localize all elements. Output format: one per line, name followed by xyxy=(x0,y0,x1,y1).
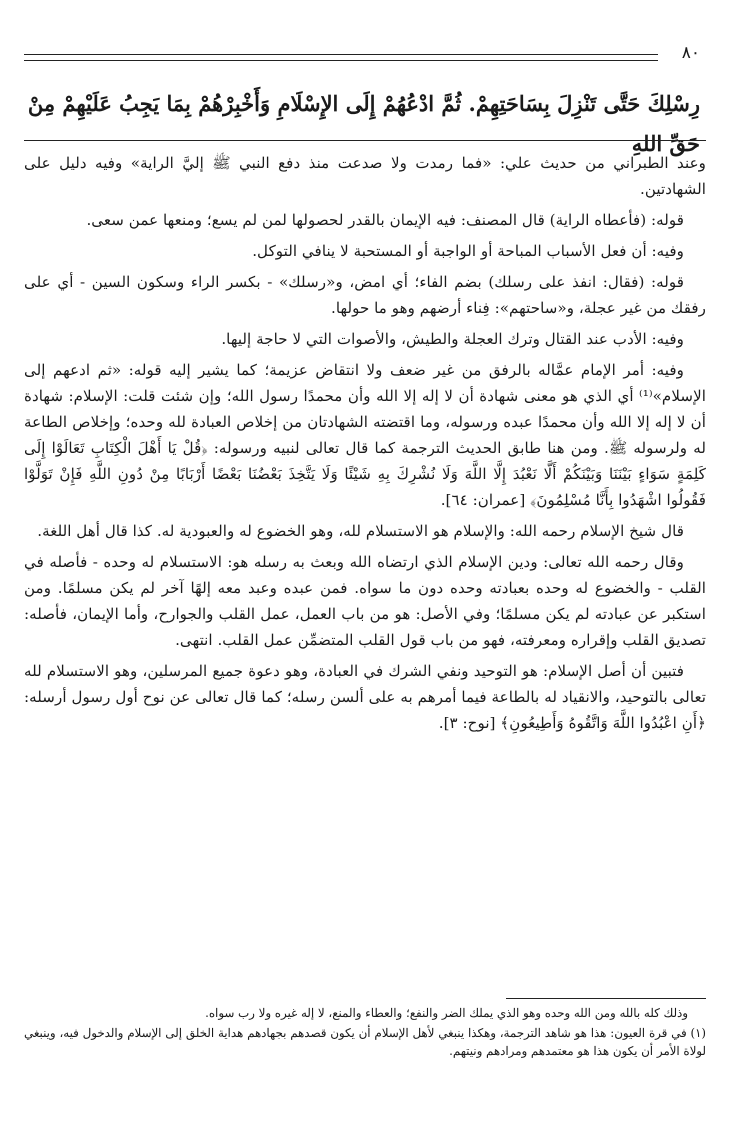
paragraph-imam-gentleness: وفيه: أمر الإمام عمَّاله بالرفق من غير ضعف ولا انتقاض عزيمة؛ كما يشير إليه قوله: «ثم ادعهم إلى الإسلام»⁽¹⁾ أي الذي هو معنى شهادة أن لا إله إلا الله وأن محمدًا رسول الله؛ وإن شئت قلت: الإسلام: شهادة أن لا إله إلا الله وأن محمدًا عبده ورسوله، وما اقتضته الشهادتان من إخلاص العبادة لله وحده؛ وإخلاص الطاعة له ولرسوله ﷺ. ومن هنا طابق الحديث الترجمة كما قال تعالى لنبيه ورسوله: ﴿قُلْ يَا أَهْلَ الْكِتَابِ تَعَالَوْا إِلَى كَلِمَةٍ سَوَاءٍ بَيْنَنَا وَبَيْنَكُمْ أَلَّا نَعْبُدَ إِلَّا اللَّهَ وَلَا نُشْرِكَ بِهِ شَيْئًا وَلَا يَتَّخِذَ بَعْضُنَا بَعْضًا أَرْبَابًا مِنْ دُونِ اللَّهِ فَإِنْ تَوَلَّوْا فَقُولُوا اشْهَدُوا بِأَنَّا مُسْلِمُونَ﴾ [عمران: ٦٤]. xyxy=(24,361,706,509)
header-double-rule xyxy=(24,54,658,61)
page-header xyxy=(24,42,700,66)
footnote-1: (١) في قرة العيون: هذا هو شاهد الترجمة، وهكذا ينبغي لأهل الإسلام أن يكون قصدهم بجهادهم هداية الخلق إلى الإسلام والدخول فيه، وينبغي لولاة الأمر أن يكون هذا هو معتمدهم ومرادهم ونيتهم. xyxy=(24,1026,706,1058)
paragraph-rislika: قوله: (فقال: انفذ على رسلك) بضم الفاء؛ أي امض، و«رسلك» - بكسر الراء وسكون السين - أي على رفقك من غير عجلة، و«ساحتهم»: فِناء أرضهم وهو ما حولها. xyxy=(24,273,706,317)
paragraph-battle-etiquette: وفيه: الأدب عند القتال وترك العجلة والطيش، والأصوات التي لا حاجة إليها. xyxy=(221,330,684,348)
paragraph-shaykh-islam: قال شيخ الإسلام رحمه الله: والإسلام هو الاستسلام لله، وهو الخضوع له والعبودية له. كذا قال أهل اللغة. xyxy=(37,522,684,540)
paragraph-tabarani: وعند الطبراني من حديث علي: «فما رمدت ولا صدعت منذ دفع النبي ﷺ إليَّ الراية» وفيه دليل على الشهادتين. xyxy=(24,154,706,198)
footnote-continuation: وذلك كله بالله ومن الله وحده وهو الذي يملك الضر والنفع؛ والعطاء والمنع، لا إله غيره ولا رب سواه. xyxy=(205,1006,688,1020)
footnotes xyxy=(24,1004,706,1062)
hadith-separator-rule xyxy=(24,140,706,141)
page-number: ٨٠ xyxy=(681,43,700,63)
paragraph-giving-banner: قوله: (فأعطاه الراية) قال المصنف: فيه الإيمان بالقدر لحصولها لمن لم يسع؛ ومنعها عمن سعى. xyxy=(86,211,684,229)
paragraph-origin-islam: فتبين أن أصل الإسلام: هو التوحيد ونفي الشرك في العبادة، وهو دعوة جميع المرسلين، وهو الاستسلام لله تعالى بالتوحيد، والانقياد له بالطاعة فيما أمرهم به على ألسن رسله؛ كما قال تعالى عن نوح أول رسول أرسله: ﴿أَنِ اعْبُدُوا اللَّهَ وَاتَّقُوهُ وَأَطِيعُونِ﴾ [نوح: ٣]. xyxy=(24,662,706,732)
hadith-text-line: رِسْلِكَ حَتَّى تَنْزِلَ بِسَاحَتِهِمْ. ثُمَّ ادْعُهُمْ إِلَى الإِسْلَامِ وَأَخْبِرْهُمْ بِمَا يَجِبُ عَلَيْهِمْ مِنْ حَقِّ اللهِ xyxy=(27,91,700,156)
commentary-body xyxy=(24,150,706,741)
paragraph-means-tawakkul: وفيه: أن فعل الأسباب المباحة أو الواجبة أو المستحبة لا ينافي التوكل. xyxy=(252,242,684,260)
paragraph-religion-islam: وقال رحمه الله تعالى: ودين الإسلام الذي ارتضاه الله وبعث به رسله هو: الاستسلام له وحده - فأصله في القلب - والخضوع له وحده بعبادته وحده دون ما سواه. فمن عبده وعبد معه إلهًا آخر لم يكن مسلمًا. ومن استكبر عن عبادته لم يكن مسلمًا؛ وفي الأصل: هو من باب العمل، عمل القلب والجوارح، وأما الإيمان، فأصله: تصديق القلب وإقراره ومعرفته، فهو من باب قول القلب المتضمِّن عمل القلب. انتهى. xyxy=(24,553,706,649)
footnote-rule xyxy=(506,998,706,999)
